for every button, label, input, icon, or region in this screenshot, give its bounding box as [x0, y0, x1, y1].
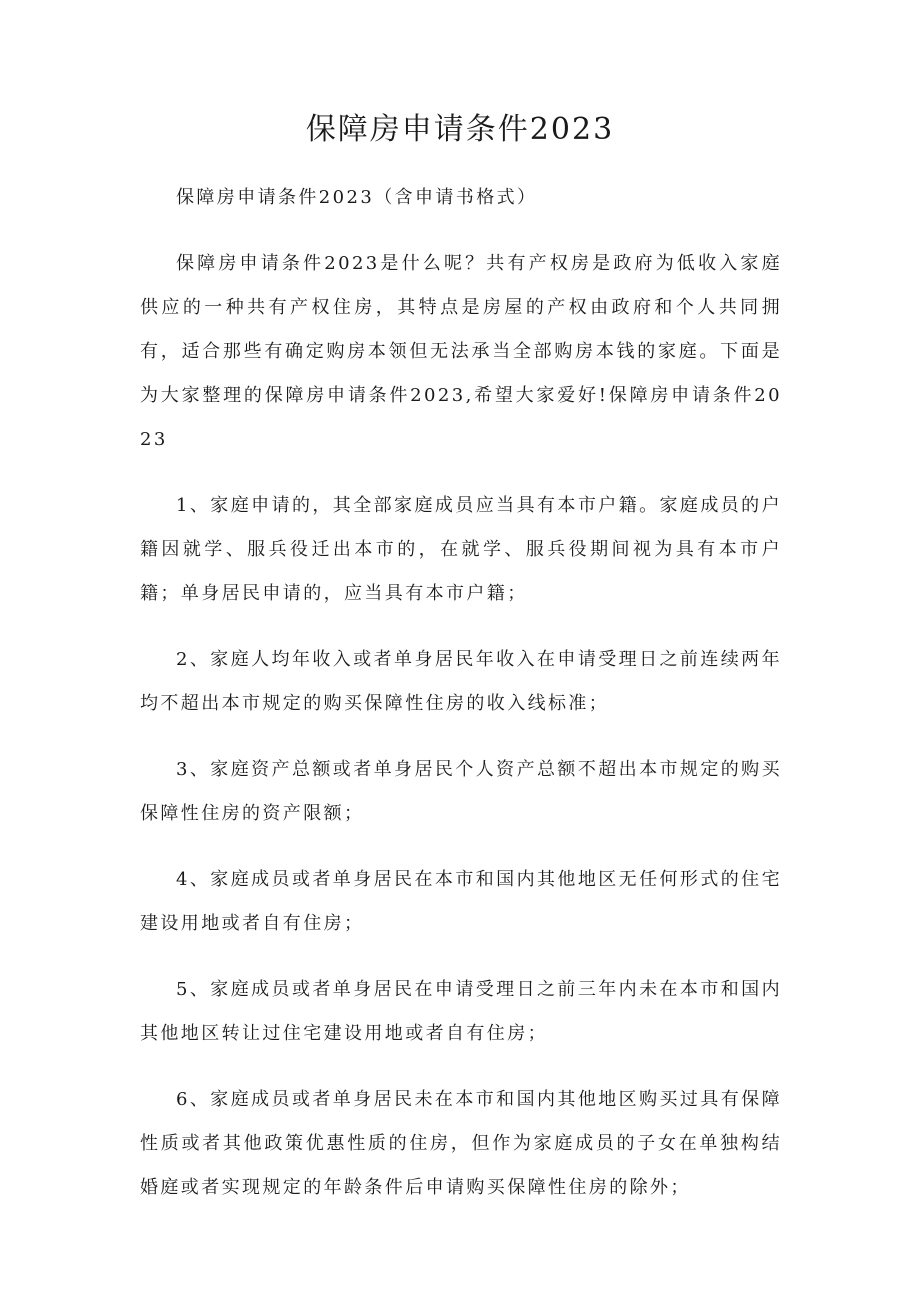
- paragraph-intro: 保障房申请条件2023是什么呢？共有产权房是政府为低收入家庭供应的一种共有产权住房，其特点是房屋的产权由政府和个人共同拥有，适合那些有确定购房本领但无法承当全部购房本钱的家庭。下面是为大家整理的保障房申请条件2023,希望大家爱好!保障房申请条件2023: [140, 253, 782, 450]
- paragraph-condition-2: 2、家庭人均年收入或者单身居民年收入在申请受理日之前连续两年均不超出本市规定的购买保障性住房的收入线标准；: [140, 649, 782, 714]
- paragraph-condition-5: 5、家庭成员或者单身居民在申请受理日之前三年内未在本市和国内其他地区转让过住宅建设用地或者自有住房；: [140, 979, 782, 1044]
- paragraph-condition-6: 6、家庭成员或者单身居民未在本市和国内其他地区购买过具有保障性质或者其他政策优惠性质的住房，但作为家庭成员的子女在单独构结婚庭或者实现规定的年龄条件后申请购买保障性住房的除外；: [140, 1089, 782, 1198]
- paragraph-condition-3: 3、家庭资产总额或者单身居民个人资产总额不超出本市规定的购买保障性住房的资产限额；: [140, 759, 782, 824]
- paragraph-subtitle: 保障房申请条件2023（含申请书格式）: [176, 187, 538, 208]
- paragraph-condition-1: 1、家庭申请的，其全部家庭成员应当具有本市户籍。家庭成员的户籍因就学、服兵役迁出本市的，在就学、服兵役期间视为具有本市户籍；单身居民申请的，应当具有本市户籍；: [140, 495, 782, 604]
- document-body: [140, 176, 782, 1232]
- document-title: 保障房申请条件2023: [305, 112, 615, 147]
- paragraph-condition-4: 4、家庭成员或者单身居民在本市和国内其他地区无任何形式的住宅建设用地或者自有住房；: [140, 869, 782, 934]
